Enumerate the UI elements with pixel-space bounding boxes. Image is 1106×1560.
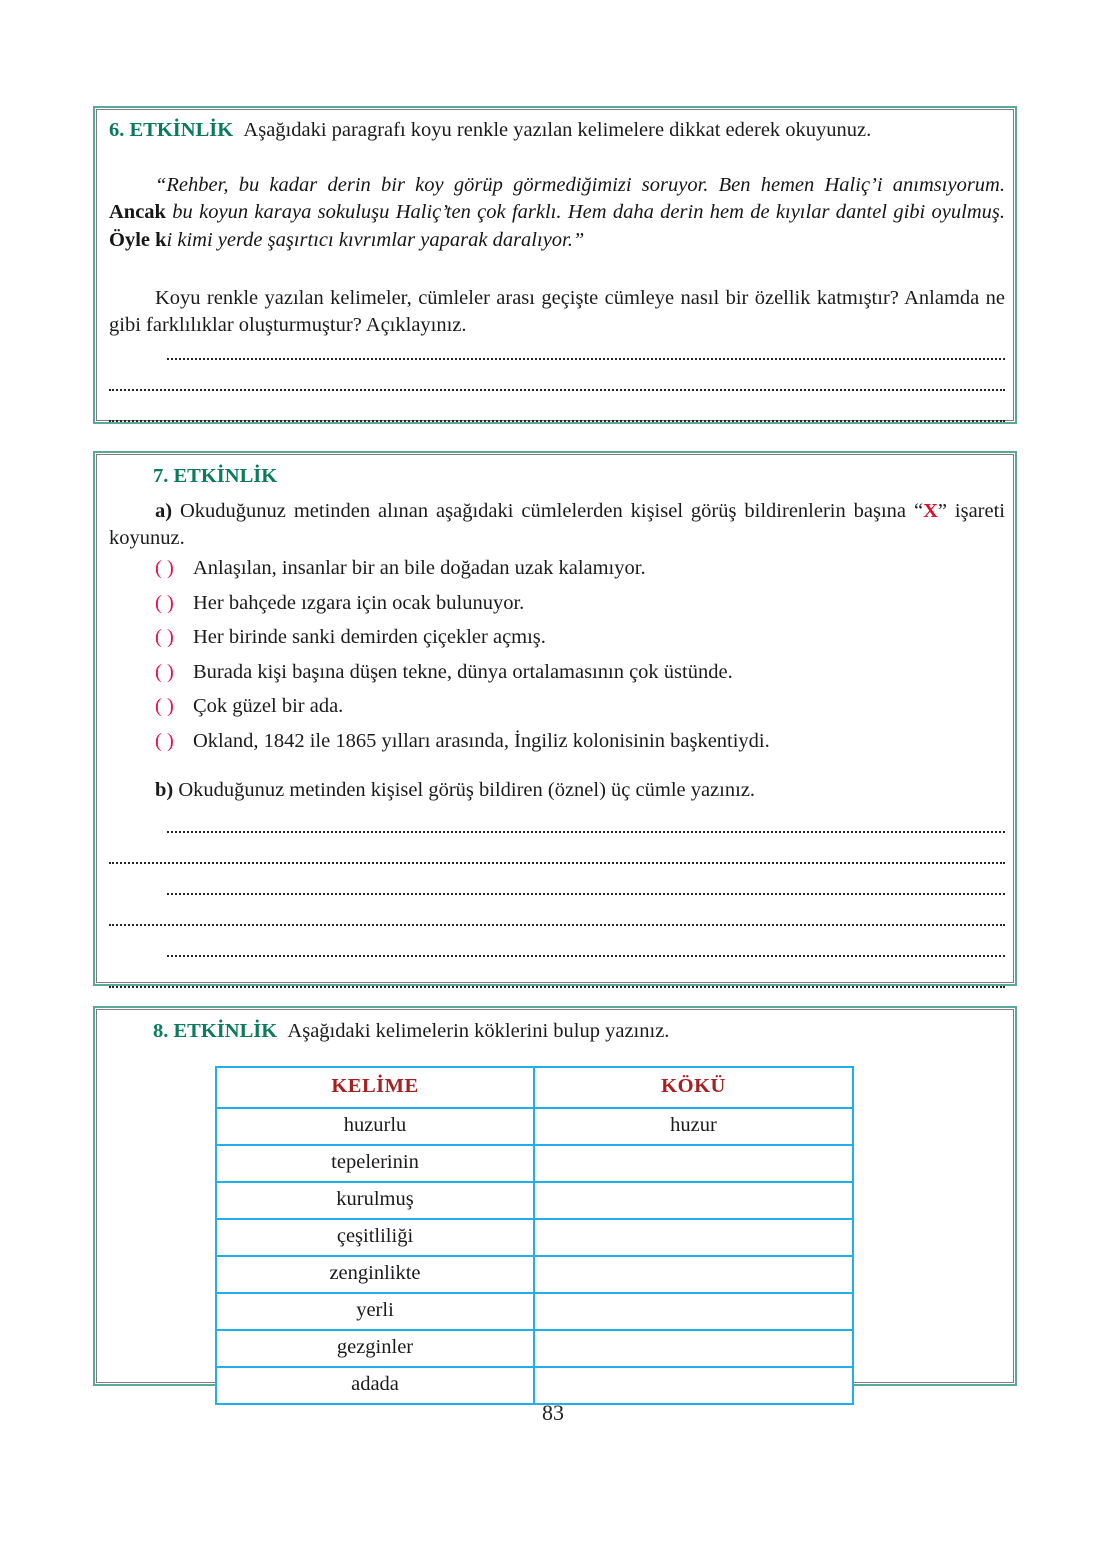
activity-6-box [93,106,1017,424]
list-item[interactable] [109,558,1005,579]
table-header-kelime: KELİME [216,1067,534,1108]
checkbox-paren[interactable]: ( ) [155,591,174,614]
list-item[interactable] [109,662,1005,683]
cell-root[interactable] [534,1330,853,1367]
activity-7-sentence-list [109,558,1005,765]
table-row [216,1145,853,1182]
activity-7-content [95,453,1015,984]
checkbox-paren[interactable]: ( ) [155,729,174,752]
activity-7-part-a-text-before: Okuduğunuz metinden alınan aşağıdaki cümlelerden kişisel görüş bildirenlerin başına “ [172,500,924,522]
activity-7-label-paragraph [153,463,277,490]
word-roots-table [215,1066,854,1405]
table-row [216,1182,853,1219]
quote-part-1: “Rehber, bu kadar derin bir koy görüp görmediğimizi soruyor. Ben hemen Haliç’i anımsıyorum. [155,174,1005,196]
activity-7-part-a [109,498,1005,551]
checkbox-paren[interactable]: ( ) [155,626,174,648]
quote-bold-oyleki: Öyle k [109,228,167,251]
page-number: 83 [542,1400,564,1425]
activity-7-answer-line-5[interactable] [167,955,1005,957]
activity-7-answer-line-4[interactable] [109,924,1005,926]
quote-bold-ancak: Ancak [109,201,166,224]
cell-word: adada [216,1367,534,1404]
activity-6-heading-paragraph [109,117,1005,144]
cell-word: huzurlu [216,1108,534,1145]
quote-part-2: bu koyun karaya sokuluşu Haliç’ten çok farklı. Hem daha derin hem de kıyılar dantel gibi oyulmuş. [165,201,1005,224]
table-row [216,1108,853,1145]
activity-7-answer-line-6[interactable] [109,986,1005,988]
table-row [216,1330,853,1367]
activity-8-heading-paragraph [153,1018,1003,1045]
cell-word: tepelerinin [216,1145,534,1182]
activity-7-part-b-marker: b) [155,779,174,801]
activity-8-label: 8. ETKİNLİK [153,1020,278,1042]
cell-word: kurulmuş [216,1182,534,1219]
activity-7-part-b [109,777,1005,804]
cell-word: yerli [216,1293,534,1330]
sentence-text: Her bahçede ızgara için ocak bulunuyor. [193,591,525,614]
sentence-text: Her birinde sanki demirden çiçekler açmış. [193,626,546,648]
table-row [216,1367,853,1404]
list-item[interactable] [109,696,1005,717]
activity-7-part-a-marker: a) [155,500,173,522]
table-row [216,1219,853,1256]
activity-6-answer-line-3[interactable] [109,420,1005,422]
checkbox-paren[interactable]: ( ) [155,660,174,683]
table-row [216,1293,853,1330]
cell-root[interactable] [534,1182,853,1219]
activity-6-answer-line-2[interactable] [109,389,1005,391]
activity-8-box [93,1006,1017,1395]
activity-6-label: 6. ETKİNLİK [109,119,234,141]
quote-part-3: i kimi yerde şaşırtıcı kıvrımlar yaparak daralıyor.” [166,228,585,251]
activity-7-x-mark: X [923,500,938,522]
cell-root[interactable] [534,1293,853,1330]
checkbox-paren[interactable]: ( ) [155,695,174,717]
activity-7-label: 7. ETKİNLİK [153,465,278,487]
cell-word: zenginlikte [216,1256,534,1293]
sentence-text: Anlaşılan, insanlar bir an bile doğadan uzak kalamıyor. [193,557,646,579]
list-item[interactable] [109,593,1005,614]
sentence-text: Okland, 1842 ile 1865 yılları arasında, İngiliz kolonisinin başkentiydi. [193,729,770,752]
activity-7-answer-line-1[interactable] [167,831,1005,833]
cell-root[interactable] [534,1219,853,1256]
activity-7-box [93,451,1017,986]
table-row [216,1256,853,1293]
cell-root[interactable] [534,1367,853,1404]
activity-6-question: Koyu renkle yazılan kelimeler, cümleler arası geçişte cümleye nasıl bir özellik katmıştır? Anlamda ne gibi farklılıklar oluşturmuştur? Açıklayınız. [109,287,1005,336]
activity-6-answer-line-1[interactable] [167,358,1005,360]
checkbox-paren[interactable]: ( ) [155,557,174,579]
activity-6-content [95,108,1015,422]
table-header-koku: KÖKÜ [534,1067,853,1108]
activity-7-answer-line-2[interactable] [109,862,1005,864]
cell-root[interactable]: huzur [534,1108,853,1145]
activity-8-instruction: Aşağıdaki kelimelerin köklerini bulup yazınız. [287,1020,670,1042]
cell-word: gezginler [216,1330,534,1367]
activity-6-instruction: Aşağıdaki paragrafı koyu renkle yazılan kelimelere dikkat ederek okuyunuz. [243,119,872,141]
sentence-text: Burada kişi başına düşen tekne, dünya ortalamasının çok üstünde. [193,660,733,683]
cell-word: çeşitliliği [216,1219,534,1256]
list-item[interactable] [109,731,1005,752]
cell-root[interactable] [534,1256,853,1293]
cell-root[interactable] [534,1145,853,1182]
table-header-row [216,1067,853,1108]
list-item[interactable] [109,627,1005,648]
activity-7-answer-line-3[interactable] [167,893,1005,895]
activity-8-content [95,1008,1015,1395]
activity-7-part-b-text: Okuduğunuz metinden kişisel görüş bildiren (öznel) üç cümle yazınız. [173,779,756,801]
sentence-text: Çok güzel bir ada. [193,695,344,717]
activity-6-quote [109,172,1005,254]
activity-7-part-a-text-after: ” işareti koyunuz. [109,500,1005,549]
